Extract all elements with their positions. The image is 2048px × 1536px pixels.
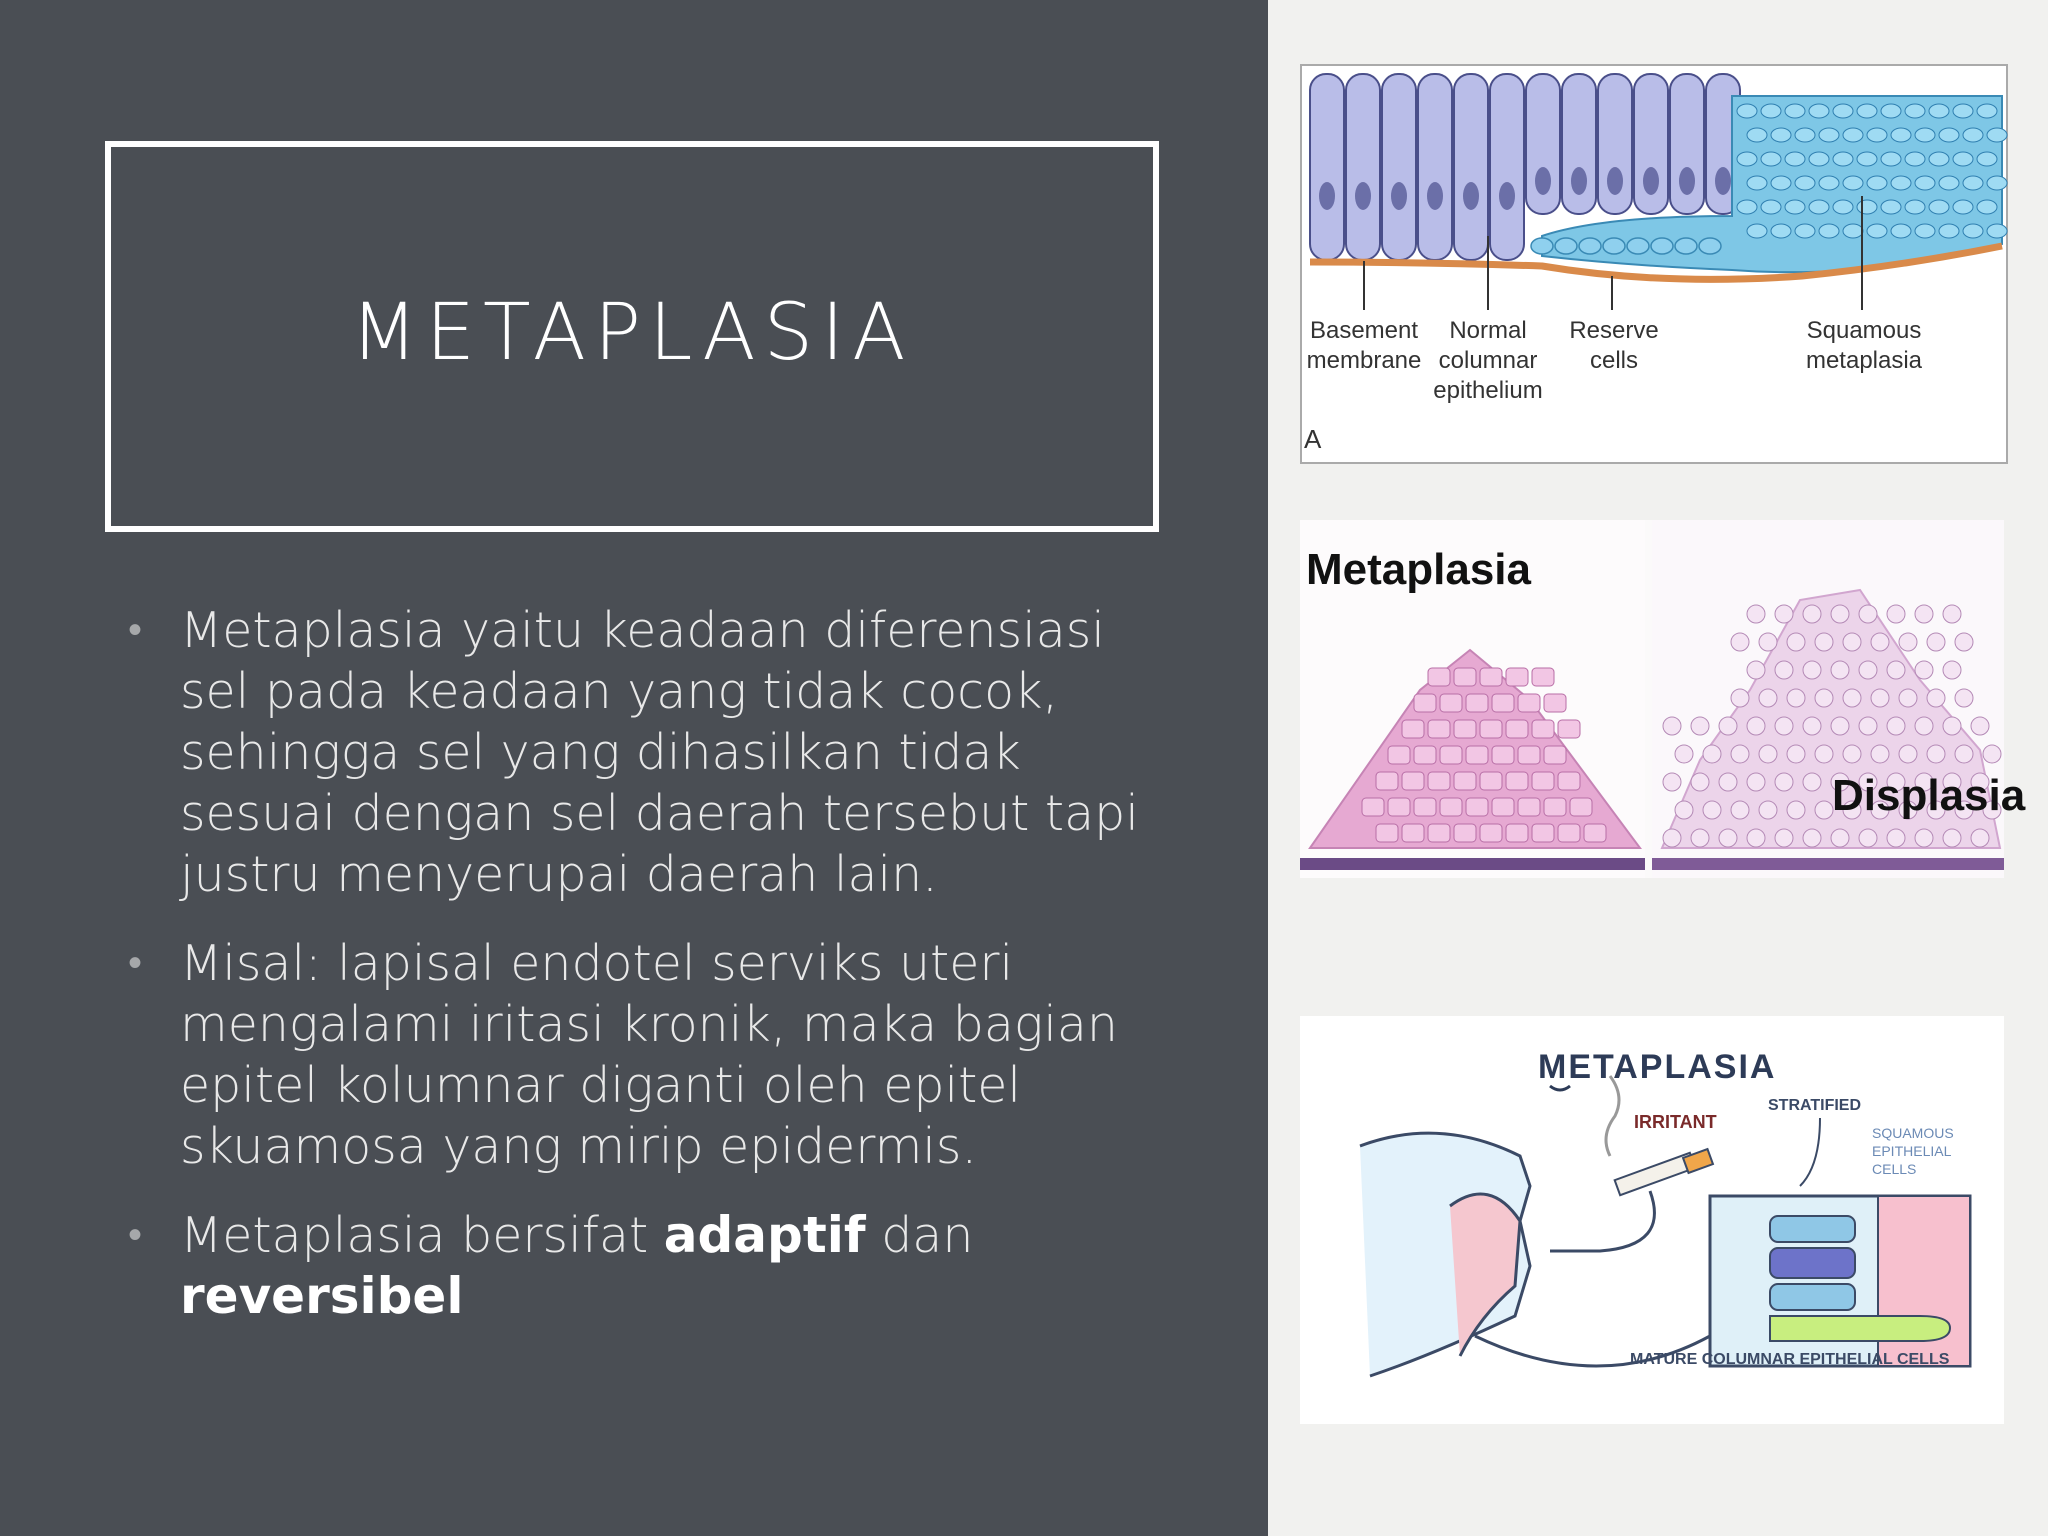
squamous-cell: [1857, 200, 1877, 214]
metaplasia-cell: [1506, 824, 1528, 842]
reserve-cell: [1675, 238, 1697, 254]
displasia-cell: [1859, 717, 1877, 735]
squamous-cell: [1953, 152, 1973, 166]
squamous-cell: [1857, 104, 1877, 118]
stratified-label: STRATIFIED: [1768, 1097, 1862, 1114]
squamous-cell: [1977, 152, 1997, 166]
metaplasia-cell: [1532, 824, 1554, 842]
metaplasia-illustration-svg: [1300, 1016, 2004, 1424]
metaplasia-cell: [1376, 824, 1398, 842]
displasia-cell: [1759, 633, 1777, 651]
reserve-cell: [1627, 238, 1649, 254]
metaplasia-cell: [1518, 694, 1540, 712]
displasia-cell: [1675, 745, 1693, 763]
displasia-cell: [1899, 633, 1917, 651]
displasia-cell: [1803, 717, 1821, 735]
displasia-cell: [1731, 801, 1749, 819]
squamous-cell: [1905, 200, 1925, 214]
metaplasia-cell: [1544, 798, 1566, 816]
metaplasia-cell: [1440, 746, 1462, 764]
columnar-cell: [1310, 74, 1344, 260]
bullet-text-middle: dan: [865, 1207, 974, 1264]
metaplasia-cell: [1414, 746, 1436, 764]
squamous-cell: [1987, 224, 2007, 238]
displasia-cell: [1675, 801, 1693, 819]
metaplasia-cell: [1466, 694, 1488, 712]
displasia-cell: [1843, 689, 1861, 707]
displasia-cell: [1815, 633, 1833, 651]
displasia-cell: [1871, 745, 1889, 763]
displasia-cell: [1759, 801, 1777, 819]
displasia-cell: [1815, 745, 1833, 763]
squamous-cell: [1963, 224, 1983, 238]
displasia-cell: [1747, 829, 1765, 847]
squamous-cell: [1819, 176, 1839, 190]
displasia-cell: [1971, 717, 1989, 735]
displasia-cell: [1759, 745, 1777, 763]
label-metaplasia: metaplasia: [1805, 347, 1923, 374]
columnar-cell: [1346, 74, 1380, 260]
displasia-cell: [1859, 605, 1877, 623]
reserve-cell: [1699, 238, 1721, 254]
squamous-cell: [1747, 224, 1767, 238]
bullet-text-prefix: Metaplasia bersifat: [180, 1207, 664, 1264]
displasia-cell: [1859, 829, 1877, 847]
reserve-cell: [1531, 238, 1553, 254]
label-basement: Basement: [1309, 317, 1419, 344]
metaplasia-cell: [1428, 824, 1450, 842]
displasia-cell: [1831, 661, 1849, 679]
cell-nucleus: [1463, 182, 1479, 210]
displasia-cell: [1775, 829, 1793, 847]
displasia-cell: [1731, 633, 1749, 651]
displasia-cell: [1927, 745, 1945, 763]
metaplasia-cell: [1506, 668, 1528, 686]
metaplasia-cell: [1402, 720, 1424, 738]
metaplasia-cell: [1376, 772, 1398, 790]
squamous-cell: [1915, 224, 1935, 238]
metaplasia-cell: [1454, 824, 1476, 842]
squamous-cell: [1987, 176, 2007, 190]
label-cells: cells: [1589, 347, 1639, 374]
displasia-cell: [1775, 717, 1793, 735]
displasia-cell: [1787, 801, 1805, 819]
squamous-cell: [1881, 104, 1901, 118]
squamous-cell: [1833, 200, 1853, 214]
displasia-cell: [1815, 801, 1833, 819]
mature-label: MATURE COLUMNAR EPITHELIAL CELLS: [1630, 1351, 1950, 1368]
squamous-cell: [1939, 128, 1959, 142]
cell-nucleus: [1607, 167, 1623, 195]
squamous-cell: [1915, 176, 1935, 190]
displasia-cell: [1747, 661, 1765, 679]
bullet-dot-icon: •: [128, 607, 143, 653]
displasia-cell: [1831, 605, 1849, 623]
metaplasia-cell: [1558, 720, 1580, 738]
metaplasia-displasia-svg: [1300, 520, 2026, 878]
metaplasia-cell: [1454, 720, 1476, 738]
cell-nucleus: [1535, 167, 1551, 195]
cell-nucleus: [1499, 182, 1515, 210]
label-normal: Normal: [1449, 317, 1527, 344]
displasia-cell: [1775, 773, 1793, 791]
squamous-cell: [1785, 152, 1805, 166]
slide-title: METAPLASIA: [350, 287, 914, 378]
displasia-cell: [1803, 661, 1821, 679]
metaplasia-cell: [1466, 746, 1488, 764]
metaplasia-cell: [1428, 668, 1450, 686]
reserve-cell: [1555, 238, 1577, 254]
displasia-cell: [1871, 689, 1889, 707]
metaplasia-cell: [1414, 694, 1436, 712]
metaplasia-cell: [1454, 772, 1476, 790]
displasia-cell: [1943, 661, 1961, 679]
displasia-cell: [1815, 689, 1833, 707]
squamous-cell: [1833, 152, 1853, 166]
displasia-cell: [1927, 633, 1945, 651]
displasia-cell: [1747, 717, 1765, 735]
squamous-cell: [1737, 200, 1757, 214]
squamous-cell: [1785, 104, 1805, 118]
displasia-cell: [1775, 661, 1793, 679]
cell-nucleus: [1319, 182, 1335, 210]
metaplasia-cell: [1506, 772, 1528, 790]
displasia-cell: [1887, 717, 1905, 735]
squamous-cell: [1809, 152, 1829, 166]
squamous-cell: [1963, 176, 1983, 190]
label-columnar: columnar: [1438, 347, 1538, 374]
displasia-cell: [1843, 633, 1861, 651]
displasia-cell: [1703, 745, 1721, 763]
displasia-cell: [1775, 605, 1793, 623]
cell-nucleus: [1391, 182, 1407, 210]
metaplasia-cell: [1440, 798, 1462, 816]
metaplasia-cell: [1558, 824, 1580, 842]
displasia-cell: [1899, 745, 1917, 763]
displasia-cell: [1843, 745, 1861, 763]
squamous-cell: [1987, 128, 2007, 142]
displasia-cell: [1663, 829, 1681, 847]
displasia-cell: [1899, 689, 1917, 707]
squamous-cell: [1771, 128, 1791, 142]
label-squamous: Squamous: [1806, 317, 1922, 344]
label-membrane: membrane: [1306, 347, 1422, 374]
squamous-cell: [1771, 224, 1791, 238]
displasia-cell: [1887, 605, 1905, 623]
squamous-cell: [1953, 104, 1973, 118]
displasia-cell: [1831, 717, 1849, 735]
bullet-dot-icon: •: [128, 940, 143, 986]
displasia-cell: [1859, 661, 1877, 679]
cell-nucleus: [1679, 167, 1695, 195]
metaplasia-cell: [1480, 720, 1502, 738]
cell-nucleus: [1427, 182, 1443, 210]
squamous-label-3: CELLS: [1872, 1161, 1917, 1177]
squamous-cell: [1857, 152, 1877, 166]
metaplasia-cell: [1388, 746, 1410, 764]
squamous-cell: [1843, 176, 1863, 190]
squamous-cell: [1819, 128, 1839, 142]
displasia-cell: [1787, 633, 1805, 651]
metaplasia-cell: [1544, 746, 1566, 764]
squamous-cell: [1747, 176, 1767, 190]
squamous-cell: [1867, 128, 1887, 142]
bullet-dot-icon: •: [128, 1212, 143, 1258]
panel-letter: A: [1304, 424, 1322, 454]
metaplasia-cell: [1402, 824, 1424, 842]
metaplasia-illustration: [1300, 1016, 2004, 1424]
displasia-cell: [1971, 829, 1989, 847]
metaplasia-cell: [1570, 798, 1592, 816]
cell-nucleus: [1715, 167, 1731, 195]
metaplasia-cell: [1532, 668, 1554, 686]
bullet-text: Metaplasia yaitu keadaan diferensiasi sel pada keadaan yang tidak cocok, sehingga sel yang dihasilkan tidak sesuai dengan sel daerah tersebut tapi justru menyerupai daerah lain.: [180, 602, 1139, 903]
metaplasia-cell: [1388, 798, 1410, 816]
bullet-bold-reversibel: reversibel: [180, 1267, 464, 1325]
squamous-cell: [1881, 152, 1901, 166]
displasia-cell: [1759, 689, 1777, 707]
displasia-cell: [1803, 829, 1821, 847]
squamous-cell: [1929, 104, 1949, 118]
squamous-cell: [1881, 200, 1901, 214]
bullet-text: Misal: lapisal endotel serviks uteri mengalami iritasi kronik, maka bagian epitel kolumnar diganti oleh epitel skuamosa yang mirip epidermis.: [180, 935, 1118, 1175]
displasia-cell: [1803, 773, 1821, 791]
displasia-cell: [1915, 605, 1933, 623]
squamous-cell: [1905, 152, 1925, 166]
displasia-cell: [1871, 633, 1889, 651]
squamous-cell: [1843, 128, 1863, 142]
squamous-cell: [1761, 104, 1781, 118]
squamous-cell: [1761, 200, 1781, 214]
metaplasia-cell: [1532, 772, 1554, 790]
metaplasia-cell: [1428, 772, 1450, 790]
metaplasia-cell: [1414, 798, 1436, 816]
displasia-basal-layer: [1652, 858, 2004, 870]
bullet-bold-adaptif: adaptif: [663, 1206, 866, 1264]
squamous-cell: [1891, 176, 1911, 190]
label-epithelium: epithelium: [1433, 377, 1543, 404]
squamous-cell: [1843, 224, 1863, 238]
displasia-cell: [1915, 717, 1933, 735]
squamous-label-1: SQUAMOUS: [1872, 1125, 1954, 1141]
squamous-cell: [1867, 176, 1887, 190]
squamous-cell: [1785, 200, 1805, 214]
displasia-cell: [1943, 605, 1961, 623]
metaplasia-cell: [1440, 694, 1462, 712]
squamous-cell: [1795, 176, 1815, 190]
reserve-cell: [1651, 238, 1673, 254]
metaplasia-cell: [1544, 694, 1566, 712]
squamous-cell: [1977, 200, 1997, 214]
displasia-cell: [1691, 717, 1709, 735]
squamous-cell: [1977, 104, 1997, 118]
displasia-cell: [1955, 633, 1973, 651]
displasia-cell: [1955, 689, 1973, 707]
displasia-cell: [1703, 801, 1721, 819]
metaplasia-cell: [1558, 772, 1580, 790]
squamous-cell: [1809, 104, 1829, 118]
displasia-cell: [1719, 773, 1737, 791]
squamous-cell: [1963, 128, 1983, 142]
bullet-list: [128, 600, 1188, 1355]
metaplasia-displasia-image: [1300, 520, 2026, 878]
metaplasia-cell: [1480, 772, 1502, 790]
metaplasia-cell: [1492, 694, 1514, 712]
metaplasia-cell: [1492, 746, 1514, 764]
bullet-item: [128, 1205, 1188, 1327]
displasia-cell: [1803, 605, 1821, 623]
squamous-cell: [1929, 152, 1949, 166]
displasia-cell: [1691, 773, 1709, 791]
epithelium-diagram-svg: [1302, 66, 2006, 462]
metaplasia-cell: [1492, 798, 1514, 816]
metaplasia-cell: [1584, 824, 1606, 842]
displasia-cell: [1747, 605, 1765, 623]
squamous-cell: [1747, 128, 1767, 142]
displasia-cell: [1787, 689, 1805, 707]
displasia-cell: [1719, 829, 1737, 847]
displasia-cell: [1887, 829, 1905, 847]
displasia-cell: [1731, 689, 1749, 707]
displasia-cell: [1663, 773, 1681, 791]
squamous-cell: [1867, 224, 1887, 238]
title-box: [105, 141, 1159, 532]
label-reserve: Reserve: [1569, 317, 1659, 344]
metaplasia-cell: [1518, 798, 1540, 816]
squamous-cell: [1819, 224, 1839, 238]
metaplasia-cell: [1362, 798, 1384, 816]
displasia-cell: [1691, 829, 1709, 847]
squamous-cell: [1939, 176, 1959, 190]
squamous-cell: [1737, 152, 1757, 166]
displasia-cell: [1663, 717, 1681, 735]
squamous-cell: [1939, 224, 1959, 238]
displasia-cell: [1915, 661, 1933, 679]
squamous-cell: [1953, 200, 1973, 214]
squamous-cell: [1929, 200, 1949, 214]
cell-nucleus: [1571, 167, 1587, 195]
metaplasia-cell: [1466, 798, 1488, 816]
epithelium-diagram: [1300, 64, 2008, 464]
displasia-cell: [1747, 773, 1765, 791]
displasia-label: Displasia: [1832, 771, 2026, 820]
columnar-cell: [1382, 74, 1416, 260]
squamous-cell: [1771, 176, 1791, 190]
squamous-cell: [1737, 104, 1757, 118]
squamous-cell: [1833, 104, 1853, 118]
columnar-cell: [1454, 74, 1488, 260]
squamous-cell: [1891, 128, 1911, 142]
bullet-item: [128, 933, 1188, 1177]
reserve-cell: [1579, 238, 1601, 254]
displasia-cell: [1927, 689, 1945, 707]
squamous-cell: [1915, 128, 1935, 142]
columnar-cell: [1418, 74, 1452, 260]
cell-nucleus: [1355, 182, 1371, 210]
metaplasia-cell: [1480, 824, 1502, 842]
squamous-cell: [1891, 224, 1911, 238]
illustration-title: METAPLASIA: [1538, 1048, 1777, 1086]
squamous-cell: [1761, 152, 1781, 166]
displasia-cell: [1955, 745, 1973, 763]
displasia-cell: [1831, 829, 1849, 847]
squamous-cell: [1795, 224, 1815, 238]
displasia-cell: [1915, 829, 1933, 847]
bullet-item: [128, 600, 1188, 905]
metaplasia-cell: [1402, 772, 1424, 790]
metaplasia-cell: [1518, 746, 1540, 764]
metaplasia-cell: [1532, 720, 1554, 738]
metaplasia-label: Metaplasia: [1306, 545, 1531, 594]
columnar-cell: [1490, 74, 1524, 260]
displasia-cell: [1731, 745, 1749, 763]
cigarette-icon: [1606, 1076, 1713, 1195]
squamous-cell: [1795, 128, 1815, 142]
squamous-cell: [1809, 200, 1829, 214]
displasia-cell: [1943, 717, 1961, 735]
metaplasia-basal-layer: [1300, 858, 1645, 870]
metaplasia-cell: [1506, 720, 1528, 738]
squamous-label-2: EPITHELIAL: [1872, 1143, 1952, 1159]
irritant-label: IRRITANT: [1634, 1112, 1717, 1132]
airway-shape: [1450, 1194, 1520, 1356]
metaplasia-cell: [1480, 668, 1502, 686]
displasia-cell: [1887, 661, 1905, 679]
displasia-cell: [1943, 829, 1961, 847]
cell-nucleus: [1643, 167, 1659, 195]
displasia-cell: [1719, 717, 1737, 735]
metaplasia-cell: [1428, 720, 1450, 738]
squamous-cell: [1905, 104, 1925, 118]
displasia-cell: [1983, 745, 2001, 763]
displasia-cell: [1787, 745, 1805, 763]
reserve-cell: [1603, 238, 1625, 254]
metaplasia-cell: [1454, 668, 1476, 686]
